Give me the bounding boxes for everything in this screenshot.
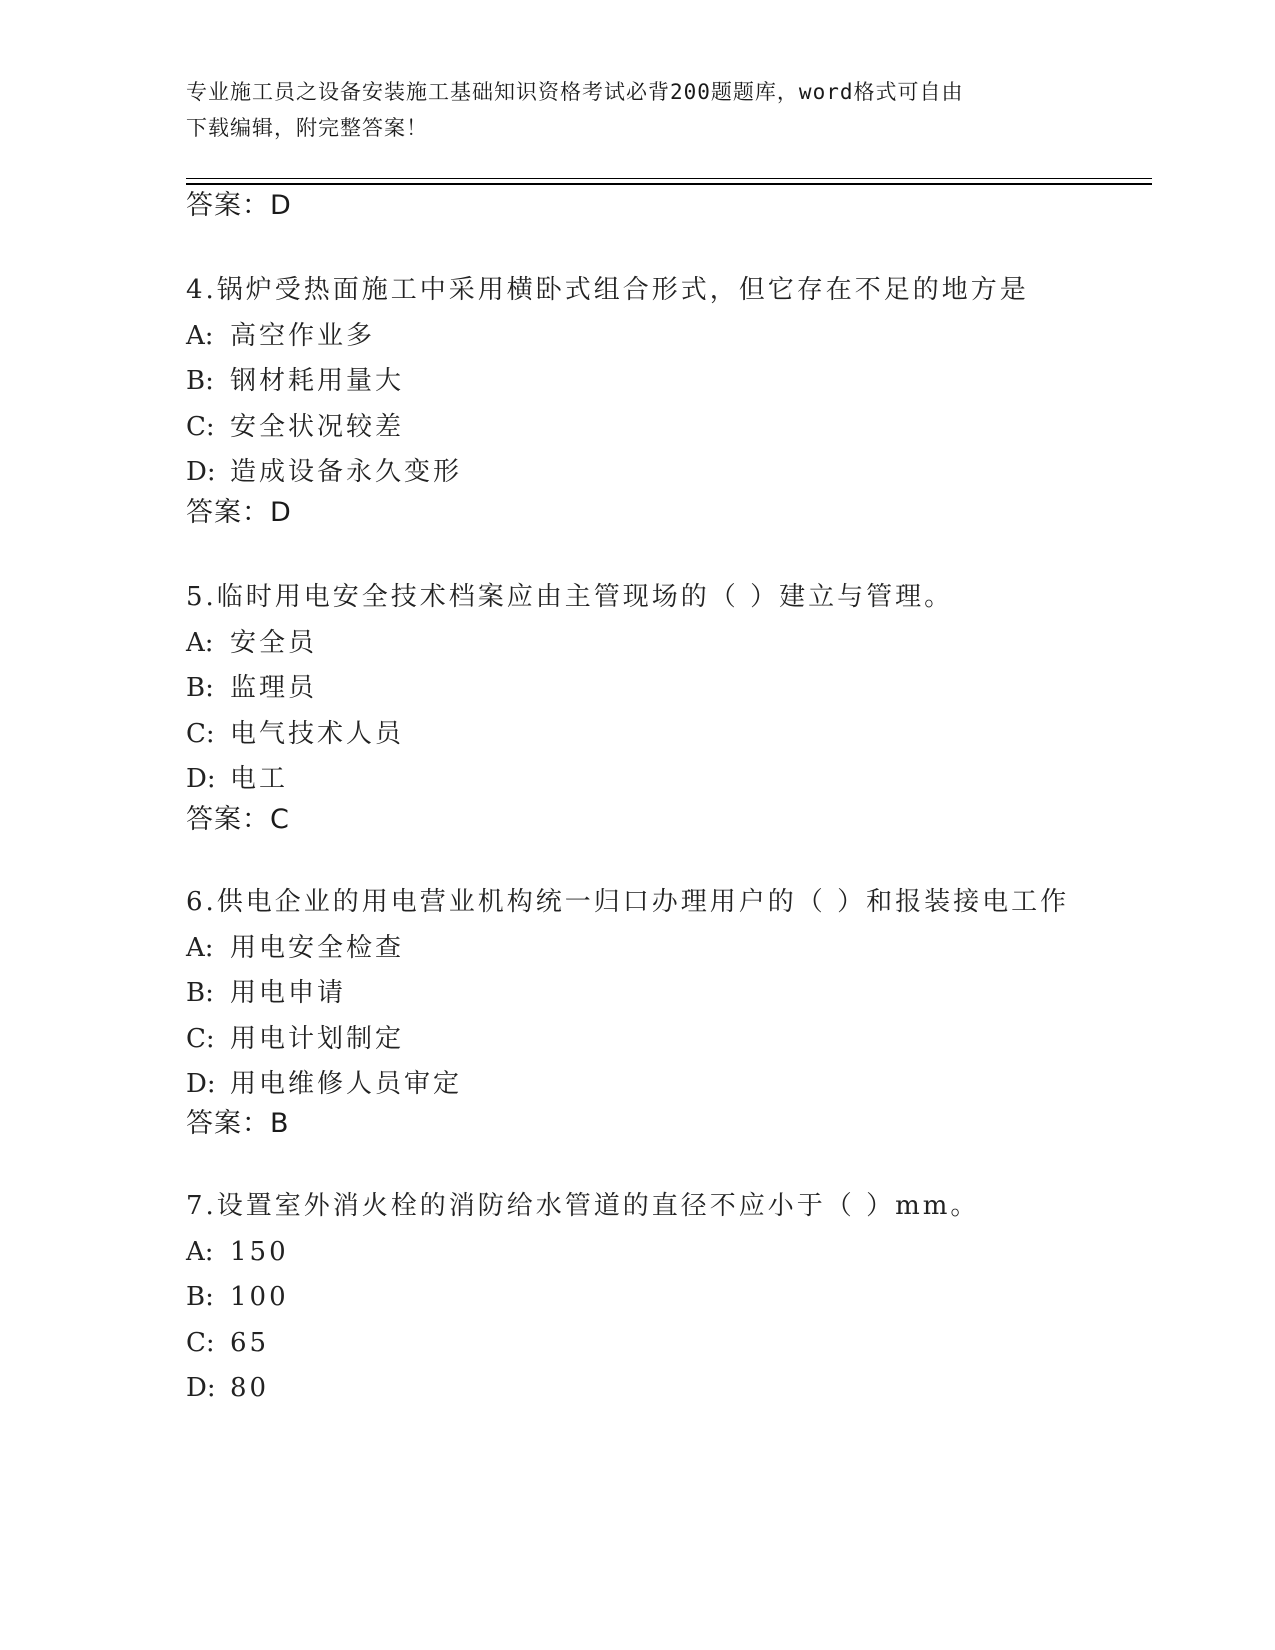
question-stem: 5.临时用电安全技术档案应由主管现场的（ ）建立与管理。 [186, 582, 954, 612]
option-key: C: [186, 718, 215, 749]
option-text: 65 [230, 1327, 270, 1358]
option-b [186, 971, 1186, 1017]
option-key: A: [186, 1236, 214, 1267]
option-key: D: [186, 457, 216, 487]
option-text: 80 [230, 1373, 270, 1403]
option-text: 100 [230, 1282, 289, 1312]
option-d [186, 1062, 1186, 1108]
question-stem: 6.供电企业的用电营业机构统一归口办理用户的（ ）和报装接电工作 [186, 887, 1070, 917]
option-d [186, 1366, 1186, 1412]
option-c [186, 1017, 1186, 1063]
question-6 [186, 880, 1186, 1108]
header-line-1: 专业施工员之设备安装施工基础知识资格考试必背200题题库，word格式可自由 [186, 80, 964, 104]
answer-q5: 答案：C [186, 804, 290, 835]
option-key: B: [186, 366, 214, 396]
option-a [186, 314, 1186, 360]
option-text: 用电维修人员审定 [230, 1069, 463, 1099]
option-key: A: [186, 320, 214, 351]
option-b [186, 1275, 1186, 1321]
option-text: 电气技术人员 [230, 718, 405, 749]
document-header [186, 74, 1086, 146]
option-d [186, 450, 1186, 496]
header-divider-thick [186, 183, 1152, 185]
option-b [186, 666, 1186, 712]
answer-q4: 答案：D [186, 497, 292, 528]
option-key: C: [186, 1023, 215, 1054]
header-line-2: 下载编辑，附完整答案！ [186, 116, 428, 140]
option-text: 用电申请 [230, 978, 347, 1008]
option-key: B: [186, 978, 214, 1008]
question-4 [186, 268, 1186, 496]
answer-q6: 答案：B [186, 1108, 290, 1139]
option-c [186, 405, 1186, 451]
answer-q3: 答案：D [186, 190, 292, 221]
option-a [186, 1230, 1186, 1276]
option-key: D: [186, 764, 216, 794]
question-7 [186, 1184, 1186, 1412]
option-text: 用电安全检查 [230, 932, 405, 963]
option-text: 高空作业多 [230, 320, 376, 351]
header-divider-thin [186, 178, 1152, 179]
option-text: 造成设备永久变形 [230, 457, 463, 487]
option-d [186, 757, 1186, 803]
option-key: B: [186, 673, 214, 703]
question-stem: 4.锅炉受热面施工中采用横卧式组合形式，但它存在不足的地方是 [186, 275, 1029, 305]
question-5 [186, 575, 1186, 803]
option-key: A: [186, 627, 214, 658]
option-key: D: [186, 1373, 216, 1403]
option-b [186, 359, 1186, 405]
option-text: 用电计划制定 [230, 1023, 405, 1054]
option-key: C: [186, 411, 215, 442]
question-stem: 7.设置室外消火栓的消防给水管道的直径不应小于（ ）mm。 [186, 1191, 980, 1221]
option-text: 安全员 [230, 627, 318, 658]
option-text: 150 [230, 1236, 289, 1267]
option-key: C: [186, 1327, 215, 1358]
option-key: D: [186, 1069, 216, 1099]
option-text: 电工 [230, 764, 289, 794]
option-c [186, 712, 1186, 758]
option-key: A: [186, 932, 214, 963]
option-key: B: [186, 1282, 214, 1312]
option-text: 安全状况较差 [230, 411, 405, 442]
option-a [186, 926, 1186, 972]
option-c [186, 1321, 1186, 1367]
option-text: 钢材耗用量大 [230, 366, 405, 396]
option-a [186, 621, 1186, 667]
option-text: 监理员 [230, 673, 318, 703]
